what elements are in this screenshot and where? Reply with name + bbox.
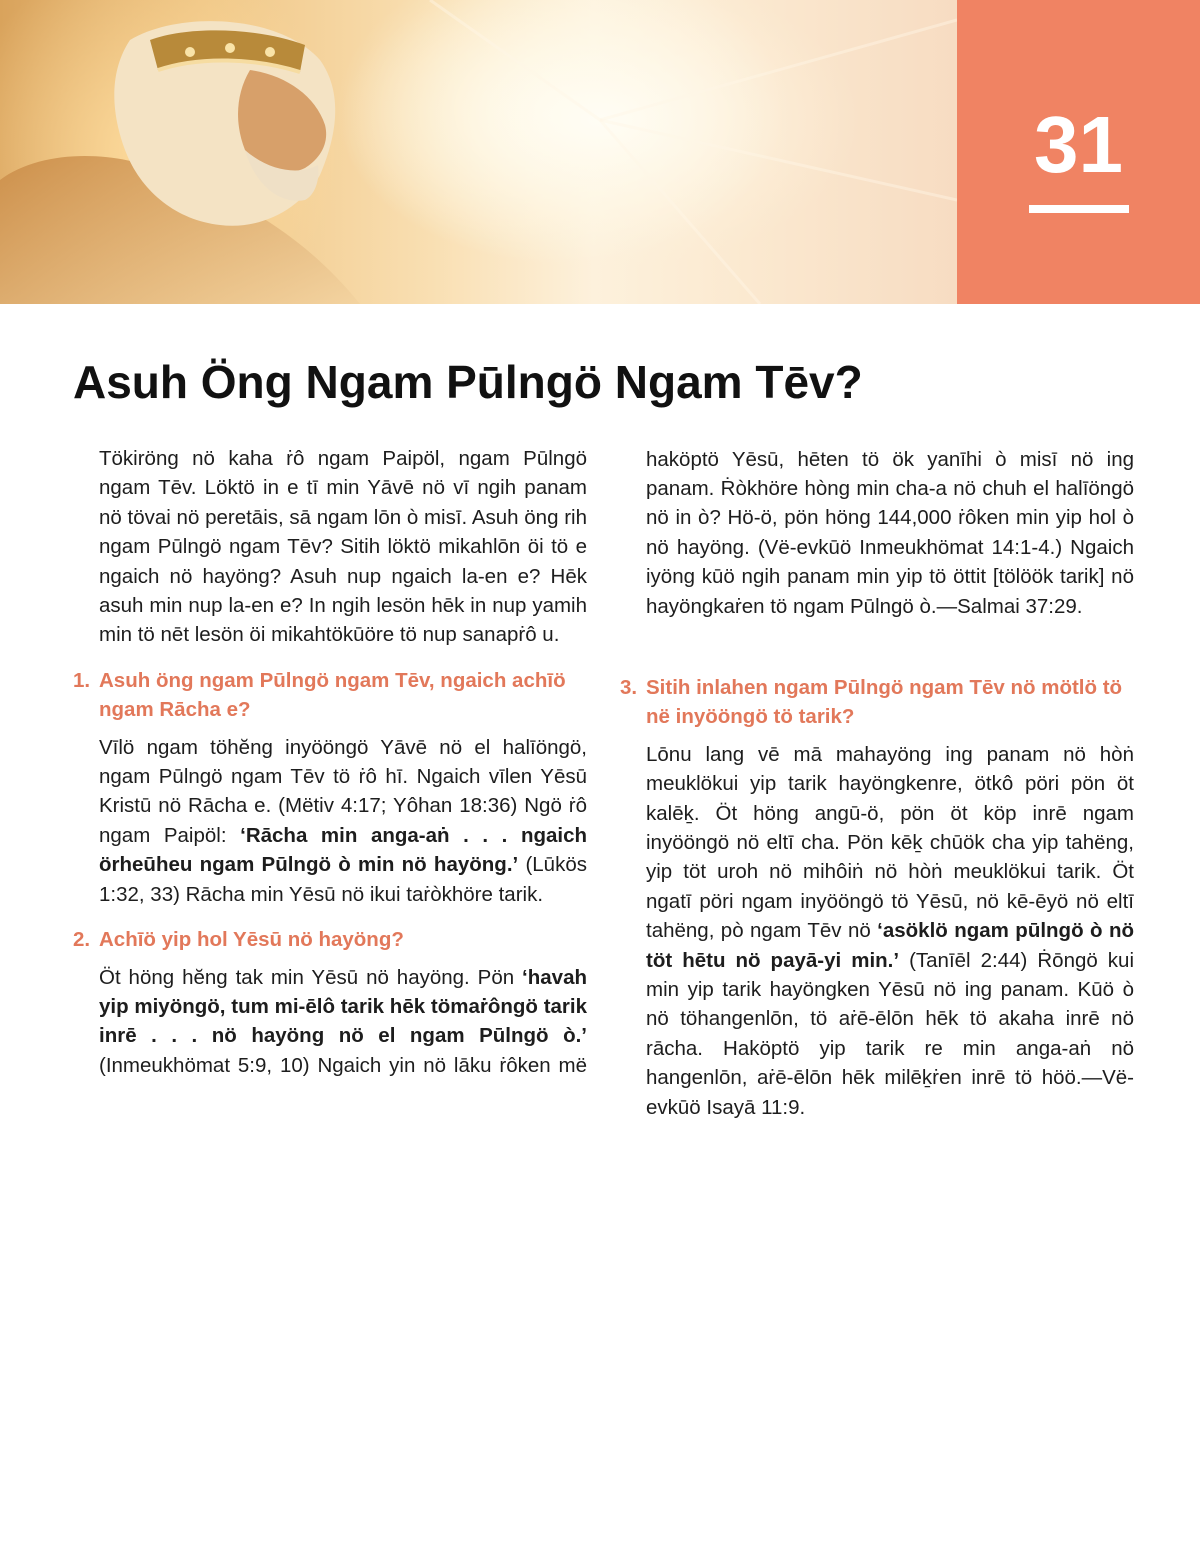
page-title: Asuh Öng Ngam Pūlngö Ngam Tēv?: [73, 356, 863, 408]
answer-text: (Lūkös 1:32, 33) Rācha min Yēsū nö ikui taṙòkhöre tarik.: [99, 853, 587, 906]
question-3-heading: [620, 673, 1134, 732]
question-text: Sitih inlahen ngam Pūlngö ngam Tēv nö mötlö tö në inyööngö tö tarik?: [646, 676, 1123, 729]
right-column: [620, 444, 1134, 1138]
answer-text: (Inmeukhömat 5:9, 10) Ngaich yin nö lāku ṙôken më: [99, 1053, 587, 1077]
scripture-quote: ‘havah yip miyöngö, tum mi-ēlô tarik hēk tömaṙôngö tarik inrē . . . nö hayöng nö el ngam Pūlngö ò.’: [99, 965, 587, 1048]
question-number: 3.: [620, 676, 638, 699]
answer-text: (Tanīēl 2:44) Ṙōngö kui min yip tarik hayöngken Yēsū nö ing panam. Kūö ò nö töhangenlōn, tö aṙē-ēlōn hēk tö akaha inrē nö rācha. Haköptö yip tarik re min anga-aṅ nö hangenlōn, aṙē-ēlōn hēk milēḵṙen inrē tö höö.—Vë-evkūö Isayā 11:9.: [646, 948, 1135, 1119]
chapter-underline: [1029, 205, 1129, 213]
question-2-heading: [73, 925, 587, 954]
hero-image: [0, 0, 957, 304]
chapter-number-box: [957, 0, 1200, 304]
question-text: Asuh öng ngam Pūlngö ngam Tēv, ngaich achīö ngam Rācha e?: [99, 668, 566, 722]
answer-text: Vīlö ngam töhĕng inyööngö Yāvē nö el halīöngö, ngam Pūlngö ngam Tēv tö ṙô hī. Ngaich vīlen Yēsū Kristū nö Rācha e. (Mëtiv 4:17; Yôhan 18:36) Ngö ṙô ngam Paipöl:: [99, 735, 587, 847]
question-1-heading: [73, 666, 587, 725]
question-number: 1.: [73, 668, 91, 692]
question-text: Achīö yip hol Yēsū nö hayöng?: [99, 928, 404, 952]
answer-text: Lōnu lang vē mā mahayöng ing panam nö hòṅ meuklökui yip tarik hayöngkenre, ötkô pöri pön öt kalēḵ. Öt höng angū-ö, pön öt köp inrē ngam inyööngö nö eltī cha. Pön kēḵ chūök cha yip tahëng, yip töt uroh nö mihôiṅ nö hòṅ meuklökui tarik. Öt ngatī pöri ngam inyööngö tö Yēsū, nö kē-ēyö nö eltī tahëng, pò ngam Tēv nö: [646, 742, 1134, 943]
scripture-quote: ‘asöklö ngam pūlngö ò nö töt hētu nö payā-yi min.’: [646, 919, 1134, 972]
scripture-quote: ‘Rācha min anga-aṅ . . . ngaich örheūheu ngam Pūlngö ò min nö hayöng.’: [99, 823, 588, 877]
answer-1-paragraph: [73, 733, 587, 909]
intro-paragraph: Tökiröng nö kaha ṙô ngam Paipöl, ngam Pūlngö ngam Tēv. Löktö in e tī min Yāvē nö vī ngih panam nö tövai nö peretāis, sā ngam lōn ò misī. Asuh öng rih ngam Pūlngö ngam Tēv? Sitih löktö mikahlōn öi tö e ngaich nö hayöng? Asuh nup ngaich la-en e? Hēk asuh min nup la-en e? In ngih lesön hēk in nup yamih min tö nēt lesön öi mikahtökūöre tö nup sanapṙô u.: [99, 447, 587, 647]
answer-2-continuation: [620, 444, 1134, 649]
king-figure-illustration: [0, 0, 957, 304]
left-column: [73, 444, 587, 1080]
answer-2-paragraph-start: [73, 963, 587, 1080]
answer-text: Öt höng hĕng tak min Yēsū nö hayöng. Pön: [99, 965, 523, 989]
answer-text: haköptö Yēsū, hēten tö ök yanīhi ò misī nö ing panam. Ṙòkhöre hòng min cha-a nö chuh el halīöngö nö in ò? Hö-ö, pön höng 144,000 ṙôken min yip hol ò nö hayöng. (Vë-evkūö Inmeukhömat 14:1-4.) Ngaich iyöng kūö ngih panam min yip tö öttit [tölöök tarik] nö hayöngkaṙen tö ngam Pūlngö ò.—Salmai 37:29.: [646, 447, 1134, 618]
answer-3-paragraph: [620, 740, 1134, 1122]
chapter-number: 31: [1034, 100, 1123, 189]
question-number: 2.: [73, 928, 91, 952]
answer-2-paragraph-continued: [620, 444, 1134, 621]
